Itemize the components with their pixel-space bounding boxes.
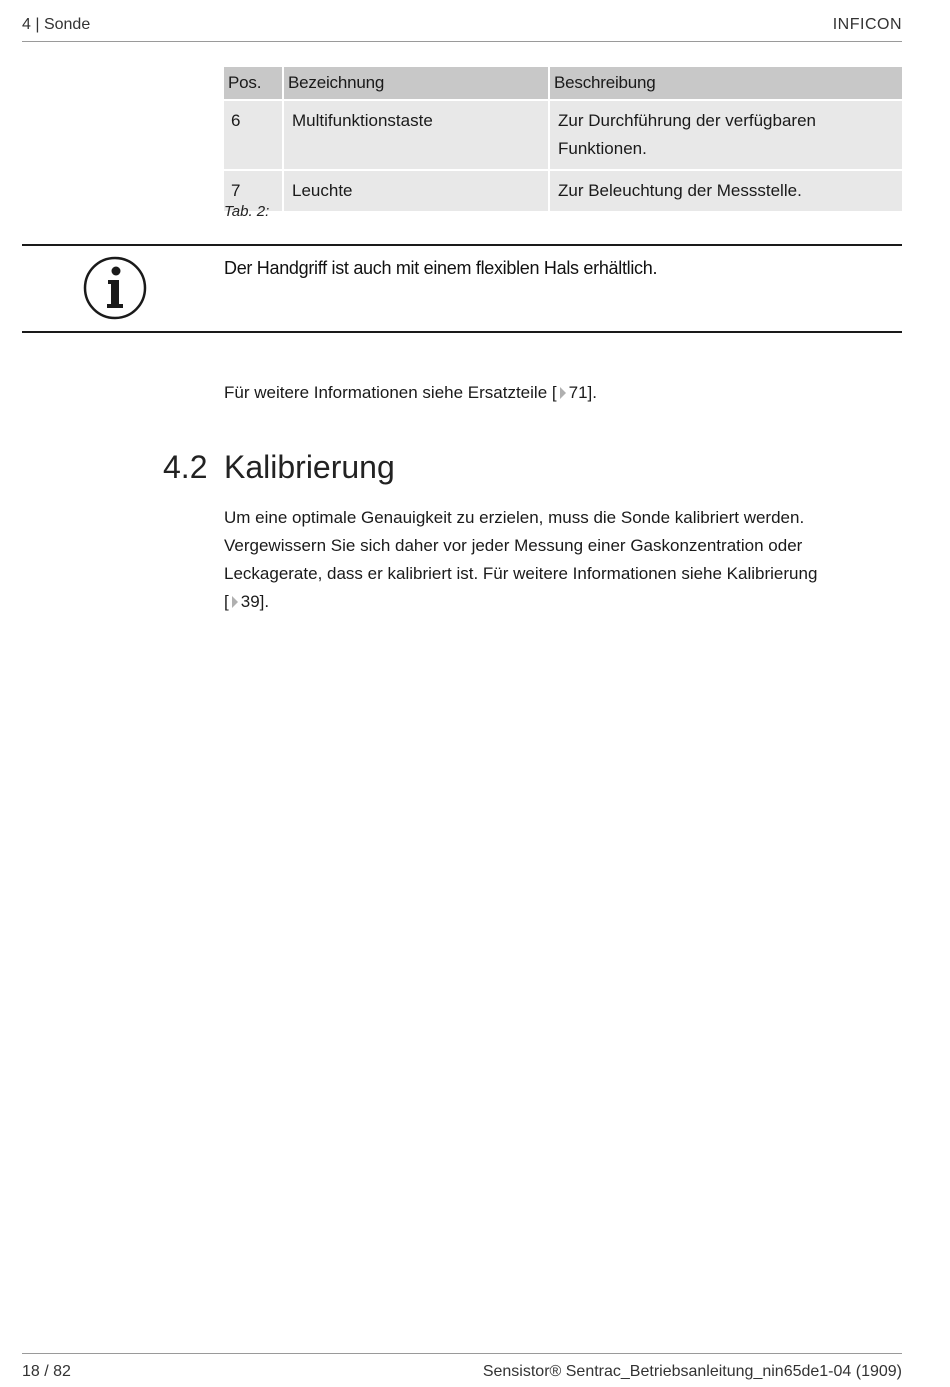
cell-desc: Zur Durchführung der verfügbaren Funktionen. bbox=[549, 100, 902, 170]
table-header-name: Bezeichnung bbox=[283, 67, 549, 100]
cell-name: Leuchte bbox=[283, 170, 549, 211]
reference-text: Für weitere Informationen siehe Ersatzteile [ bbox=[224, 383, 557, 402]
component-table bbox=[224, 67, 902, 211]
table-header-desc: Beschreibung bbox=[549, 67, 902, 100]
chapter-label: 4 | Sonde bbox=[22, 16, 91, 33]
cell-pos: 7 bbox=[224, 170, 283, 211]
paragraph-line: Vergewissern Sie sich daher vor jeder Messung einer Gaskonzentration oder bbox=[224, 536, 803, 555]
cell-desc: Zur Beleuchtung der Messstelle. bbox=[549, 170, 902, 211]
info-icon bbox=[83, 256, 147, 320]
page-link[interactable]: 39 bbox=[240, 592, 260, 611]
page-header bbox=[22, 14, 902, 42]
brand-label: INFICON bbox=[832, 16, 902, 33]
section-paragraph bbox=[224, 504, 817, 616]
cell-name: Multifunktionstaste bbox=[283, 100, 549, 170]
page-link[interactable]: 71 bbox=[568, 383, 588, 402]
cell-pos: 6 bbox=[224, 100, 283, 170]
section-title: Kalibrierung bbox=[224, 449, 395, 485]
info-note bbox=[22, 244, 902, 333]
table-header-pos: Pos. bbox=[224, 67, 283, 100]
table-row bbox=[224, 170, 902, 211]
section-number: 4.2 bbox=[163, 449, 208, 485]
page-ref-arrow-icon bbox=[560, 387, 566, 399]
page-ref-arrow-icon bbox=[232, 596, 238, 608]
spare-parts-reference bbox=[224, 379, 597, 407]
note-text: Der Handgriff ist auch mit einem flexiblen Hals erhältlich. bbox=[224, 258, 658, 278]
table-caption: Tab. 2: bbox=[224, 203, 270, 220]
document-name: Sensistor® Sentrac_Betriebsanleitung_nin65de1-04 (1909) bbox=[482, 1363, 902, 1380]
paragraph-line: Leckagerate, dass er kalibriert ist. Für weitere Informationen siehe Kalibrierung bbox=[224, 564, 818, 583]
paragraph-line bbox=[224, 588, 817, 616]
reference-prefix: [ bbox=[224, 592, 229, 611]
page-number: 18 / 82 bbox=[22, 1363, 71, 1380]
paragraph-line: Um eine optimale Genauigkeit zu erzielen, muss die Sonde kalibriert werden. bbox=[224, 508, 805, 527]
reference-suffix: ]. bbox=[259, 592, 270, 611]
table-header-row bbox=[224, 67, 902, 100]
reference-suffix: ]. bbox=[587, 383, 597, 402]
page-footer bbox=[22, 1353, 902, 1383]
table-row bbox=[224, 100, 902, 170]
